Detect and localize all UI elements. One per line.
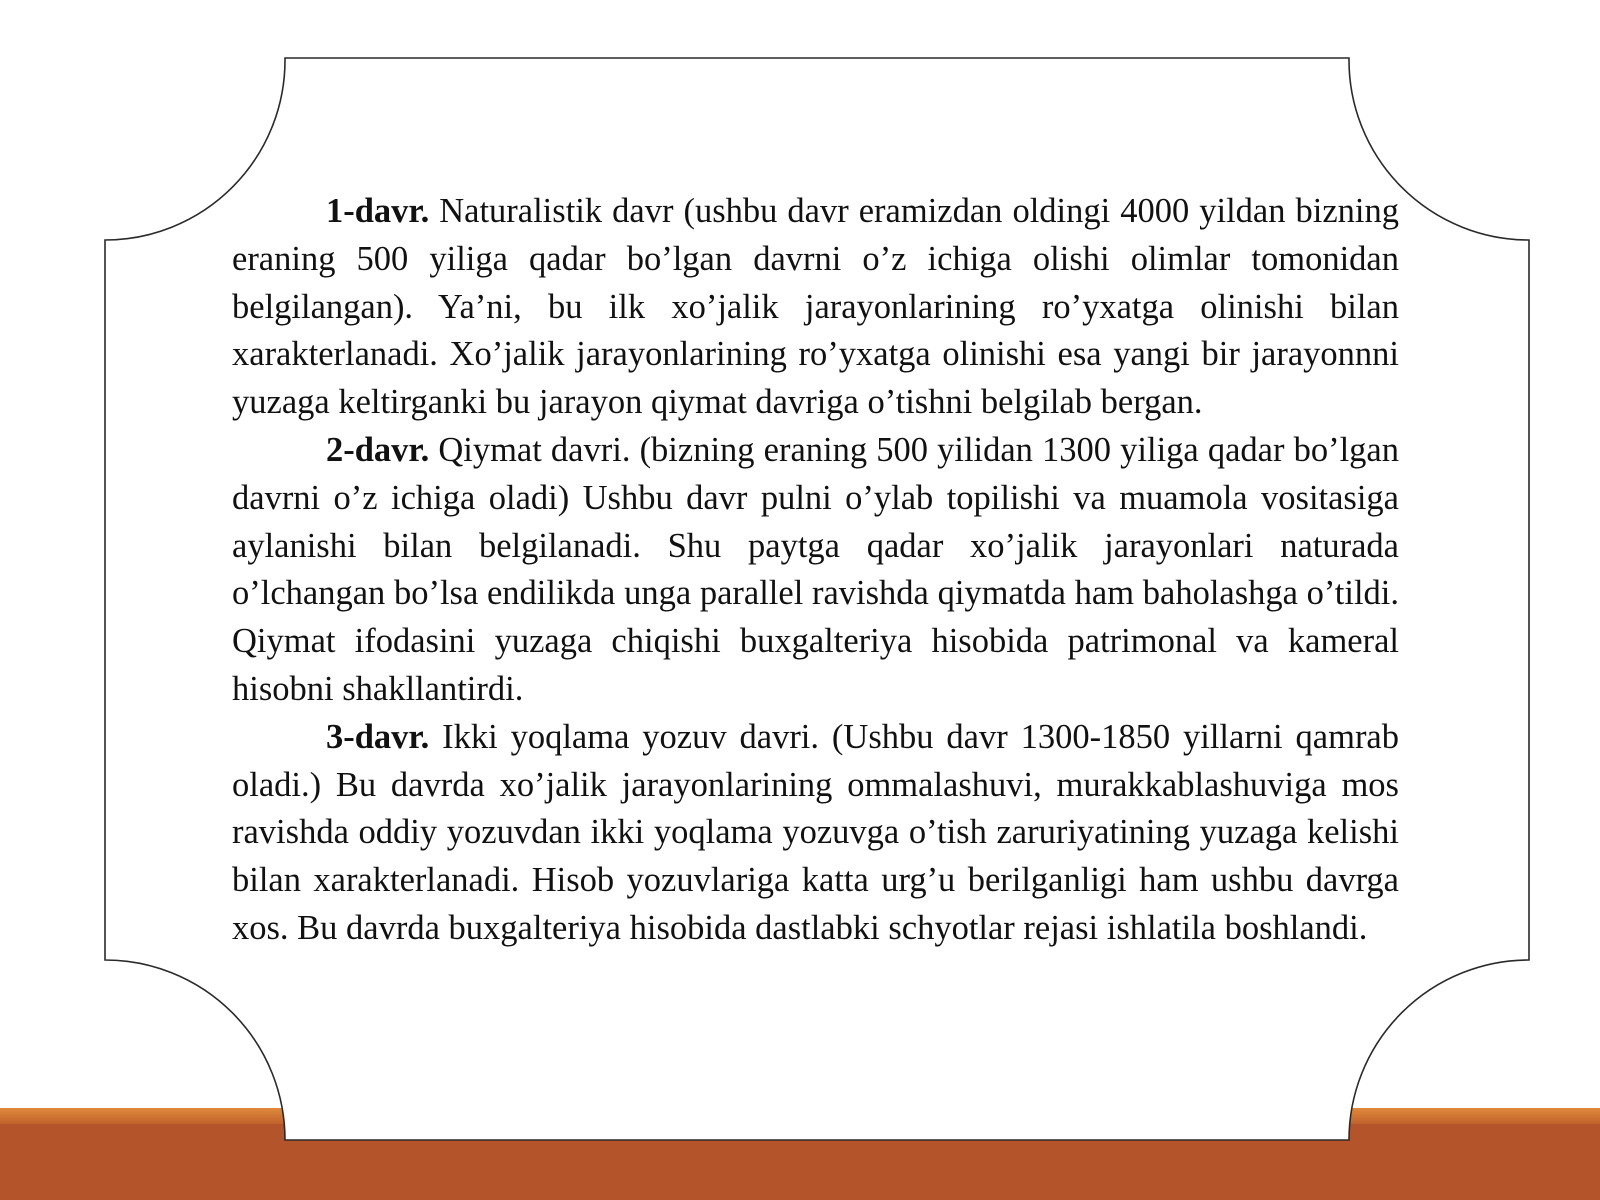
paragraph-period-3 bbox=[232, 714, 1399, 953]
period-1-text: Naturalistik davr (ushbu davr eramizdan oldingi 4000 yildan bizning eraning 500 yiliga qadar bo’lgan davrni o’z ichiga olishi olimlar tomonidan belgilangan). Ya’ni, bu ilk xo’jalik jarayonlarining ro’yxatga olinishi bilan xarakterlanadi. Xo’jalik jarayonlarining ro’yxatga olinishi esa yangi bir jarayonnni yuzaga keltirganki bu jarayon qiymat davriga o’tishni belgilab bergan. bbox=[232, 192, 1399, 422]
period-1-label: 1-davr. bbox=[326, 192, 430, 230]
period-2-label: 2-davr. bbox=[326, 430, 430, 469]
period-3-label: 3-davr. bbox=[326, 717, 430, 756]
main-text-block bbox=[232, 188, 1399, 953]
paragraph-period-1 bbox=[232, 188, 1399, 427]
paragraph-period-2 bbox=[232, 427, 1399, 714]
period-2-text: Qiymat davri. (bizning eraning 500 yilidan 1300 yiliga qadar bo’lgan davrni o’z ichiga oladi) Ushbu davr pulni o’ylab topilishi va muamola vositasiga aylanishi bilan belgilanadi. Shu paytga qadar xo’jalik jarayonlari naturada o’lchangan bo’lsa endilikda unga parallel ravishda qiymatda ham baholashga o’tildi. Qiymat ifodasini yuzaga chiqishi buxgalteriya hisobida patrimonal va kameral hisobni shakllantirdi. bbox=[232, 430, 1399, 708]
period-3-text: Ikki yoqlama yozuv davri. (Ushbu davr 1300-1850 yillarni qamrab oladi.) Bu davrda xo’jalik jarayonlarining ommalashuvi, murakkablashuviga mos ravishda oddiy yozuvdan ikki yoqlama yozuvga o’tish zaruriyatining yuzaga kelishi bilan xarakterlanadi. Hisob yozuvlariga katta urg’u berilganligi ham ushbu davrga xos. Bu davrda buxgalteriya hisobida dastlabki schyotlar rejasi ishlatila boshlandi. bbox=[232, 717, 1399, 947]
